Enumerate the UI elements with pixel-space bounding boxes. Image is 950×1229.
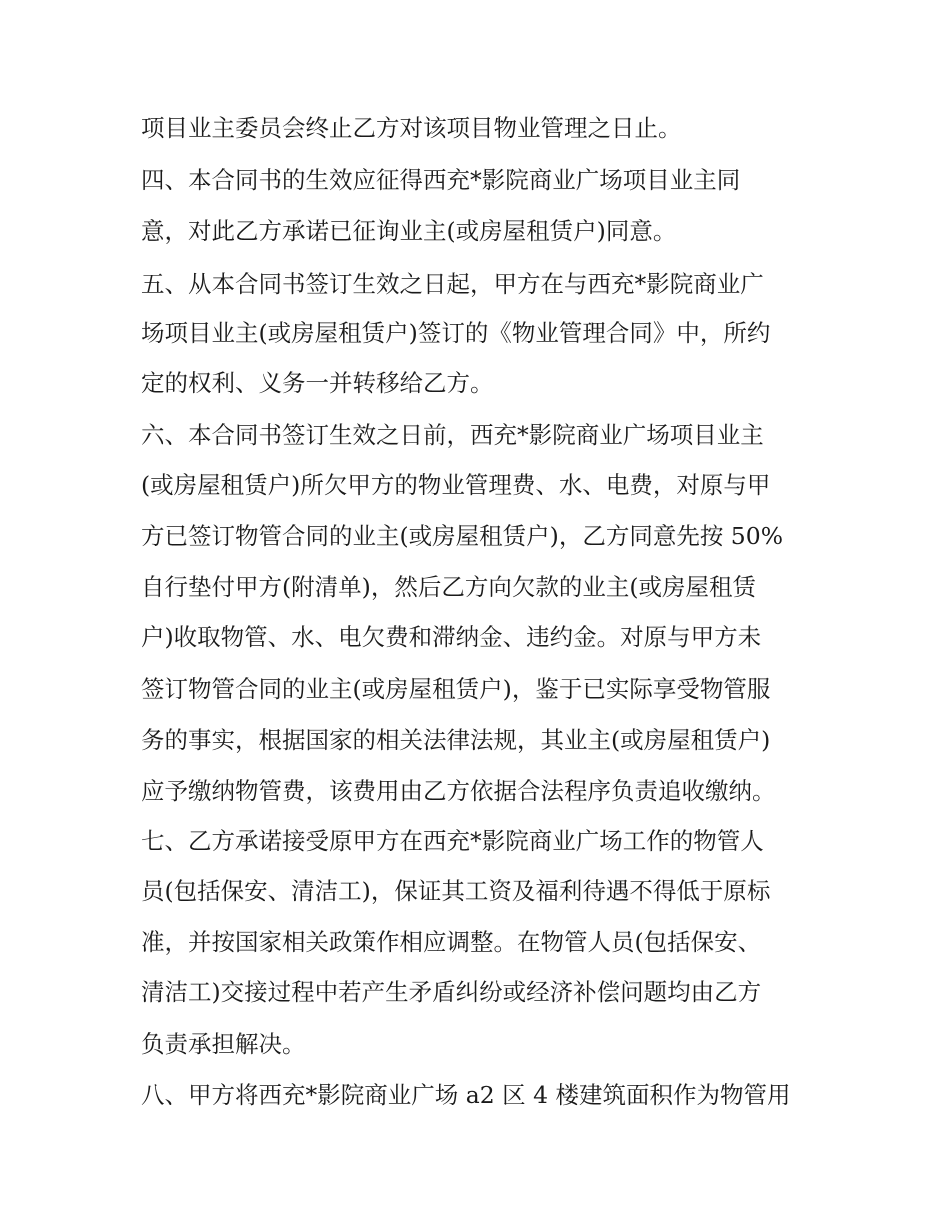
text-line: 意，对此乙方承诺已征询业主(或房屋租赁户)同意。 [141, 217, 677, 245]
text-line: 五、从本合同书签订生效之日起，甲方在与西充*影院商业广 [141, 270, 764, 298]
text-line: 场项目业主(或房屋租赁户)签订的《物业管理合同》中，所约 [141, 319, 771, 347]
text-line: 项目业主委员会终止乙方对该项目物业管理之日止。 [141, 114, 682, 142]
text-line: 户)收取物管、水、电欠费和滞纳金、违约金。对原与甲方未 [141, 623, 762, 651]
text-line: 七、乙方承诺接受原甲方在西充*影院商业广场工作的物管人 [141, 827, 764, 855]
text-line: 方已签订物管合同的业主(或房屋租赁户)，乙方同意先按 50% [141, 522, 784, 550]
text-line: 签订物管合同的业主(或房屋租赁户)，鉴于已实际享受物管服 [141, 675, 771, 703]
text-line: 准，并按国家相关政策作相应调整。在物管人员(包括保安、 [141, 928, 762, 956]
text-line: 员(包括保安、清洁工)，保证其工资及福利待遇不得低于原标 [141, 877, 771, 905]
text-line: 定的权利、义务一并转移给乙方。 [141, 369, 494, 397]
text-line: (或房屋租赁户)所欠甲方的物业管理费、水、电费，对原与甲 [141, 471, 771, 499]
text-line: 自行垫付甲方(附清单)，然后乙方向欠款的业主(或房屋租赁 [141, 573, 757, 601]
text-line: 应予缴纳物管费，该费用由乙方依据合法程序负责追收缴纳。 [141, 777, 776, 805]
text-line: 务的事实，根据国家的相关法律法规，其业主(或房屋租赁户) [141, 726, 771, 754]
text-line: 六、本合同书签订生效之日前，西充*影院商业广场项目业主 [141, 421, 764, 449]
text-line: 负责承担解决。 [141, 1030, 306, 1058]
text-line: 八、甲方将西充*影院商业广场 a2 区 4 楼建筑面积作为物管用 [141, 1081, 791, 1109]
text-line: 四、本合同书的生效应征得西充*影院商业广场项目业主同 [141, 166, 741, 194]
text-line: 清洁工)交接过程中若产生矛盾纠纷或经济补偿问题均由乙方 [141, 978, 762, 1006]
